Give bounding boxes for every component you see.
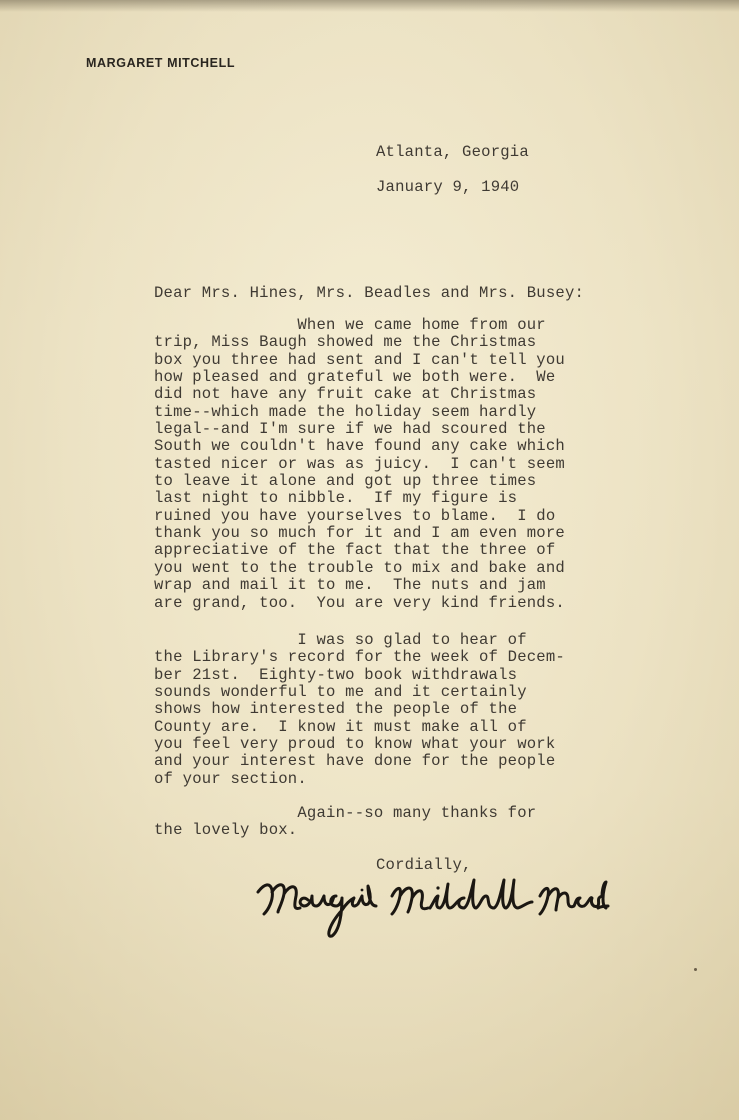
handwritten-signature (250, 866, 610, 946)
letter-line: and your interest have done for the people (154, 752, 556, 771)
letter-line: When we came home from our (154, 316, 546, 334)
letter-line: trip, Miss Baugh showed me the Christmas (154, 333, 537, 352)
paper-speck (694, 968, 697, 971)
body-paragraph-2 (154, 632, 565, 788)
letter-line: are grand, too. You are very kind friends. (154, 593, 565, 612)
body-paragraph-3 (154, 805, 536, 840)
letter-line: ber 21st. Eighty-two book withdrawals (154, 665, 518, 684)
letter-line: sounds wonderful to me and it certainly (154, 683, 527, 702)
letter-line: wrap and mail it to me. The nuts and jam (154, 576, 546, 595)
letter-line: tasted nicer or was as juicy. I can't seem (154, 454, 565, 473)
letter-line: time--which made the holiday seem hardly (154, 402, 537, 421)
letter-line: County are. I know it must make all of (154, 717, 527, 736)
body-paragraph-1 (154, 317, 565, 612)
letter-line: South we couldn't have found any cake which (154, 437, 565, 456)
scan-edge-shadow (0, 0, 739, 12)
letter-line: ruined you have yourselves to blame. I do (154, 506, 556, 525)
letter-line: thank you so much for it and I am even more (154, 524, 565, 543)
letter-line: did not have any fruit cake at Christmas (154, 385, 537, 404)
letter-line: last night to nibble. If my figure is (154, 489, 518, 508)
letter-line: box you three had sent and I can't tell you (154, 350, 565, 369)
letter-line: how pleased and grateful we both were. We (154, 368, 556, 387)
letter-line: the lovely box. (154, 821, 298, 840)
letter-line: shows how interested the people of the (154, 700, 518, 719)
letter-date: January 9, 1940 (376, 178, 520, 196)
letter-line: legal--and I'm sure if we had scoured the (154, 420, 546, 439)
sender-location: Atlanta, Georgia (376, 143, 529, 161)
salutation: Dear Mrs. Hines, Mrs. Beadles and Mrs. Busey: (154, 284, 585, 302)
letterhead: MARGARET MITCHELL (86, 56, 236, 70)
letter-line: to leave it alone and got up three times (154, 472, 537, 491)
letter-line: you feel very proud to know what your work (154, 735, 556, 754)
letter-line: I was so glad to hear of (154, 631, 527, 649)
letter-line: you went to the trouble to mix and bake and (154, 558, 565, 577)
letter-line: of your section. (154, 769, 307, 788)
closing: Cordially, (376, 856, 472, 874)
letter-line: Again--so many thanks for (154, 804, 537, 822)
letter-line: appreciative of the fact that the three of (154, 541, 556, 560)
letter-line: the Library's record for the week of Decem- (154, 648, 565, 667)
